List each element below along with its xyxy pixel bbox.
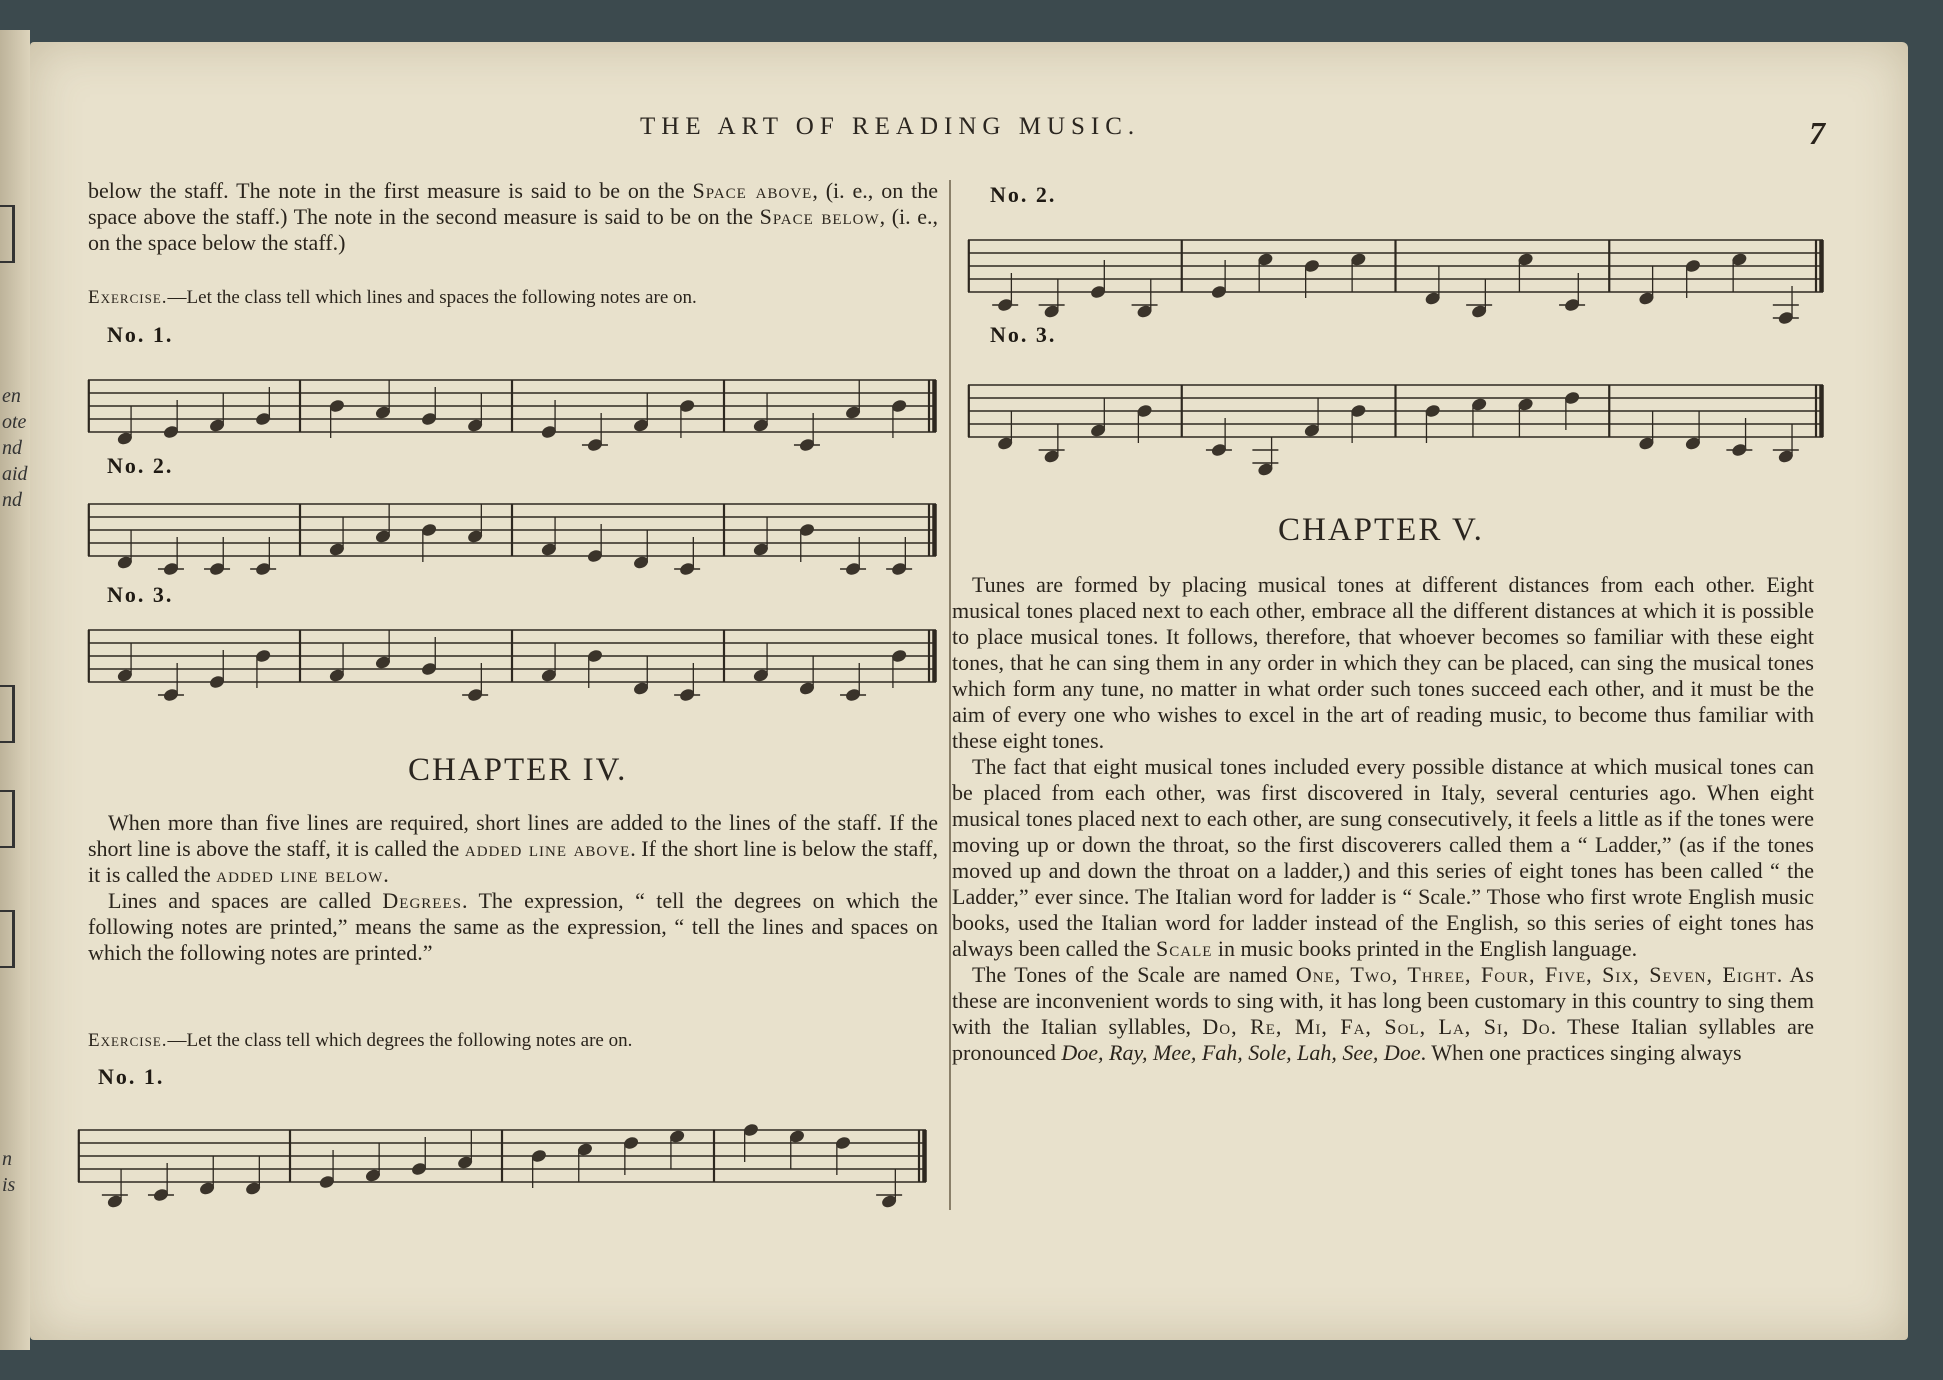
chapter-v-paragraph-3: The Tones of the Scale are named One, Two, Three, Four, Five, Six, Seven, Eight. As these are inconvenient words to sing with, it has long been customary in this country to sing them with the Italian syllables, Do, Re, Mi, Fa, Sol, La, Si, Do. These Italian syllables are pronounced Doe, Ray, Mee, Fah, Sole, Lah, See, Doe. When one practices singing always: [952, 962, 1815, 1065]
chapter-v-paragraph-2: The fact that eight musical tones included every possible distance at which musical tones can be placed from each other, was first discovered in Italy, several centuries ago. When eight musical tones placed next to each other, are sung consecutively, it feels a little as if the tones were moving up or down the throat, so the first discoverers called them a “ Ladder,” (as if the tones moved up and down the throat on a ladder,) and this series of eight tones has been called “ the Ladder,” ever since. The Italian word for ladder is “ Scale.” Those who first wrote English music books, used the Italian word for ladder instead of the English, so this series of eight tones has always been called the Scale in music books printed in the English language.: [952, 754, 1814, 961]
running-head: THE ART OF READING MUSIC.: [640, 113, 1141, 140]
edge-fragment: en: [2, 385, 21, 407]
edge-staff-fragment: [0, 205, 15, 263]
chapter-v-text: [952, 572, 1814, 1066]
music-staff-right-no3: [968, 355, 1823, 465]
edge-fragment: ote: [2, 411, 27, 433]
exercise-lines-spaces: Exercise.—Let the class tell which lines and spaces the following notes are on.: [88, 287, 697, 308]
exercise-degrees: Exercise.—Let the class tell which degrees the following notes are on.: [88, 1030, 633, 1051]
right-no3-label: No. 3.: [990, 322, 1057, 347]
page-number: 7: [1809, 115, 1825, 151]
edge-fragment: is: [2, 1174, 16, 1196]
edge-fragment: n: [2, 1148, 12, 1170]
music-staff-degrees-no1: [78, 1100, 926, 1210]
chapter-iv-paragraph-1: When more than five lines are required, short lines are added to the lines of the staff. If the short line is above the staff, it is called the added line above. If the short line is below the staff, it is called the added line below.: [88, 810, 938, 887]
chapter-iv-paragraph-2: Lines and spaces are called Degrees. The expression, “ tell the degrees on which the following notes are printed,” means the same as the expression, “ tell the lines and spaces on which the following notes are printed.”: [88, 888, 939, 965]
chapter-v-paragraph-1: Tunes are formed by placing musical tones at different distances from each other. Eight musical tones placed next to each other, embrace all the different distances at which it is possible to place musical tones. It follows, therefore, that whoever becomes so familiar with these eight tones, that he can sing them in any order in which they can be placed, can sing the musical tones which form any tune, no matter in what order such tones succeed each other, and it must be the aim of every one who wishes to excel in the art of reading music, to become thus familiar with these eight tones.: [952, 572, 1814, 753]
chapter-v-title: CHAPTER V.: [1278, 512, 1484, 548]
edge-staff-fragment: [0, 790, 15, 848]
left-no1-label: No. 1.: [107, 322, 174, 347]
left-intro-paragraph: below the staff. The note in the first measure is said to be on the Space above, (i. e., on the space above the staff.) The note in the second measure is said to be on the Space below, (i. e., on the space below the staff.): [88, 178, 938, 255]
edge-staff-fragment: [0, 910, 15, 968]
edge-fragment: nd: [2, 437, 22, 459]
adjacent-page-edge: [0, 30, 30, 1350]
chapter-iv-text: [88, 810, 938, 966]
music-staff-left-no1: [88, 350, 936, 460]
music-staff-left-no3: [88, 600, 936, 710]
left-intro-paragraph-block: [88, 178, 938, 256]
right-no2-label: No. 2.: [990, 182, 1057, 207]
column-rule: [949, 180, 951, 1210]
chapter-iv-title: CHAPTER IV.: [408, 752, 628, 788]
edge-fragment: nd: [2, 489, 22, 511]
left-no1b-label: No. 1.: [98, 1064, 165, 1089]
left-no3-label: No. 3.: [107, 582, 174, 607]
music-staff-right-no2: [968, 210, 1823, 320]
music-staff-left-no2: [88, 474, 936, 584]
left-no2-label: No. 2.: [107, 453, 174, 478]
edge-fragment: aid: [2, 463, 28, 485]
edge-staff-fragment: [0, 685, 15, 743]
